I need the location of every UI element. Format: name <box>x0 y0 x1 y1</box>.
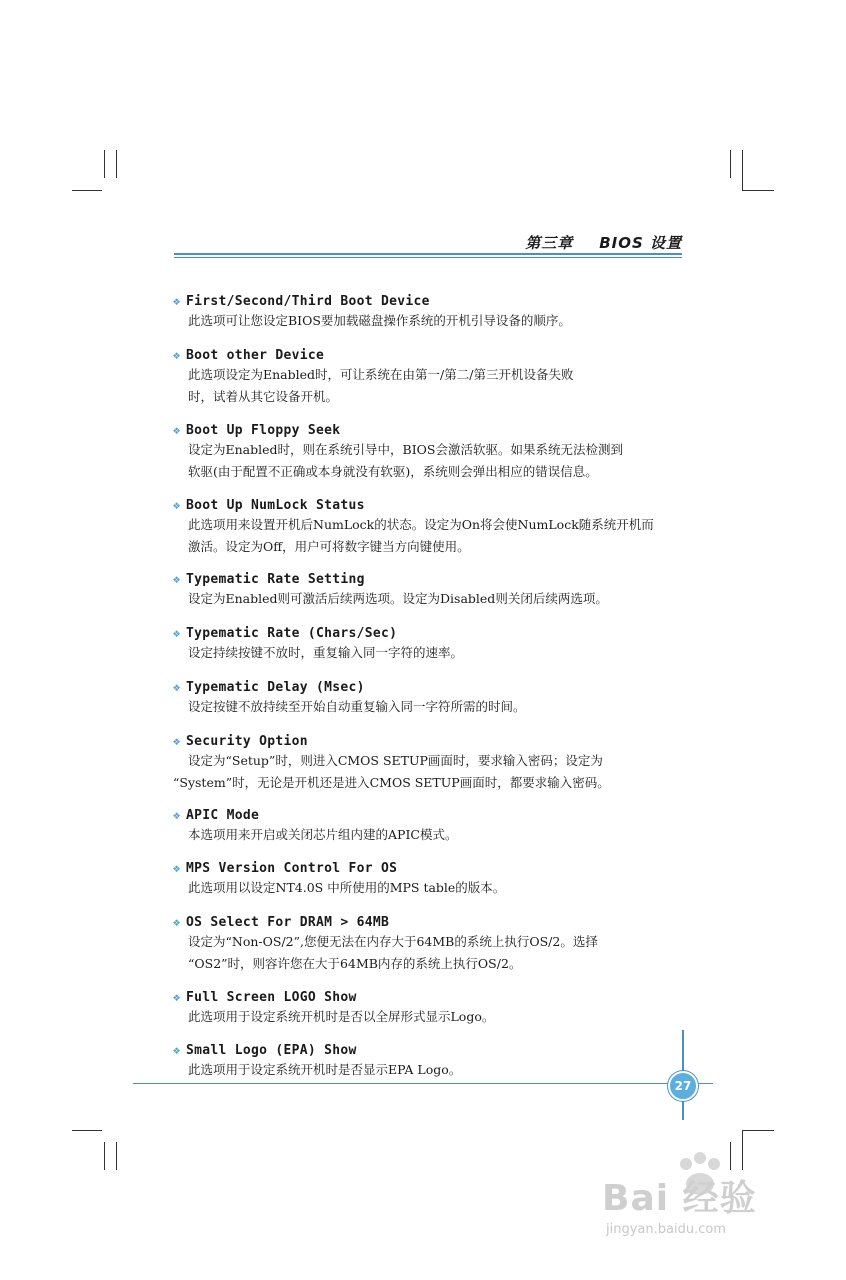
watermark-logo: Bai 经验 <box>602 1178 757 1219</box>
page-number: 27 <box>668 1071 698 1101</box>
watermark-url: jingyan.baidu.com <box>606 1222 726 1237</box>
option-title: Full Screen LOGO Show <box>186 990 357 1005</box>
bios-option <box>173 988 693 1028</box>
footer-rule <box>133 1083 713 1084</box>
crop-mark <box>742 1130 774 1131</box>
header-rule <box>174 253 682 255</box>
option-title: Boot Up Floppy Seek <box>186 423 341 438</box>
bios-option <box>173 292 693 332</box>
option-description: 设定持续按键不放时，重复输入同一字符的速率。 <box>188 645 464 660</box>
bios-option <box>173 859 693 899</box>
diamond-bullet-icon: ❖ <box>173 915 181 929</box>
crop-mark <box>104 150 105 178</box>
option-description: 此选项用于设定系统开机时是否显示EPA Logo。 <box>188 1062 462 1077</box>
option-title: MPS Version Control For OS <box>186 861 398 876</box>
diamond-bullet-icon: ❖ <box>173 348 181 362</box>
option-description: 此选项可让您设定BIOS要加载磁盘操作系统的开机引导设备的顺序。 <box>188 313 571 328</box>
option-title: Small Logo (EPA) Show <box>186 1043 357 1058</box>
diamond-bullet-icon: ❖ <box>173 734 181 748</box>
bios-option <box>173 913 693 975</box>
bios-option <box>173 624 693 664</box>
option-description: 此选项用于设定系统开机时是否以全屏形式显示Logo。 <box>188 1009 495 1024</box>
diamond-bullet-icon: ❖ <box>173 680 181 694</box>
option-description: 设定为Enabled则可激活后续两选项。设定为Disabled则关闭后续两选项。 <box>188 591 608 606</box>
header-rule <box>174 257 682 258</box>
diamond-bullet-icon: ❖ <box>173 423 181 437</box>
diamond-bullet-icon: ❖ <box>173 626 181 640</box>
bios-option <box>173 570 693 610</box>
bios-option <box>173 678 693 718</box>
option-title: Typematic Delay (Msec) <box>186 680 365 695</box>
chapter-label: 第三章 <box>525 234 574 252</box>
diamond-bullet-icon: ❖ <box>173 808 181 822</box>
option-title: Boot Up NumLock Status <box>186 498 365 513</box>
option-description: 设定按键不放持续至开始自动重复输入同一字符所需的时间。 <box>188 699 526 714</box>
diamond-bullet-icon: ❖ <box>173 572 181 586</box>
watermark <box>600 1150 810 1250</box>
bios-option <box>173 732 693 794</box>
option-title: APIC Mode <box>186 808 260 823</box>
bios-option <box>173 806 693 846</box>
bios-option <box>173 421 693 483</box>
option-title: Boot other Device <box>186 348 325 363</box>
option-description: “OS2”时，则容许您在大于64MB内存的系统上执行OS/2。 <box>188 956 522 971</box>
option-description: 设定为“Setup”时，则进入CMOS SETUP画面时，要求输入密码；设定为 <box>188 753 603 768</box>
option-title: OS Select For DRAM > 64MB <box>186 915 390 930</box>
crop-mark <box>72 190 102 191</box>
chapter-title: BIOS 设置 <box>599 234 682 252</box>
crop-mark <box>104 1142 105 1170</box>
crop-mark <box>116 150 117 178</box>
option-description: 设定为Enabled时，则在系统引导中，BIOS会激活软驱。如果系统无法检测到 <box>188 442 623 457</box>
diamond-bullet-icon: ❖ <box>173 294 181 308</box>
bios-option <box>173 1041 693 1081</box>
option-description: 激活。设定为Off，用户可将数字键当方向键使用。 <box>188 539 470 554</box>
option-description: 此选项用来设置开机后NumLock的状态。设定为On将会使NumLock随系统开机而 <box>188 517 654 532</box>
option-title: Security Option <box>186 734 308 749</box>
page-header <box>174 232 682 253</box>
option-description: 本选项用来开启或关闭芯片组内建的APIC模式。 <box>188 827 458 842</box>
bios-option <box>173 346 693 408</box>
option-description: 时，试着从其它设备开机。 <box>188 389 339 404</box>
option-title: Typematic Rate (Chars/Sec) <box>186 626 398 641</box>
diamond-bullet-icon: ❖ <box>173 1043 181 1057</box>
crop-mark <box>72 1130 102 1131</box>
bios-option <box>173 496 693 558</box>
crop-mark <box>730 150 731 178</box>
option-description: 此选项设定为Enabled时，可让系统在由第一/第二/第三开机设备失败 <box>188 367 574 382</box>
option-description: “System”时，无论是开机还是进入CMOS SETUP画面时，都要求输入密码。 <box>173 775 610 790</box>
option-description: 软驱(由于配置不正确或本身就没有软驱)，系统则会弹出相应的错误信息。 <box>188 464 598 479</box>
diamond-bullet-icon: ❖ <box>173 498 181 512</box>
diamond-bullet-icon: ❖ <box>173 990 181 1004</box>
diamond-bullet-icon: ❖ <box>173 861 181 875</box>
crop-mark <box>116 1142 117 1170</box>
option-title: First/Second/Third Boot Device <box>186 294 430 309</box>
crop-mark <box>742 190 774 191</box>
crop-mark <box>742 150 743 190</box>
option-title: Typematic Rate Setting <box>186 572 365 587</box>
option-description: 此选项用以设定NT4.0S 中所使用的MPS table的版本。 <box>188 880 506 895</box>
option-description: 设定为“Non-OS/2”,您便无法在内存大于64MB的系统上执行OS/2。选择 <box>188 934 598 949</box>
